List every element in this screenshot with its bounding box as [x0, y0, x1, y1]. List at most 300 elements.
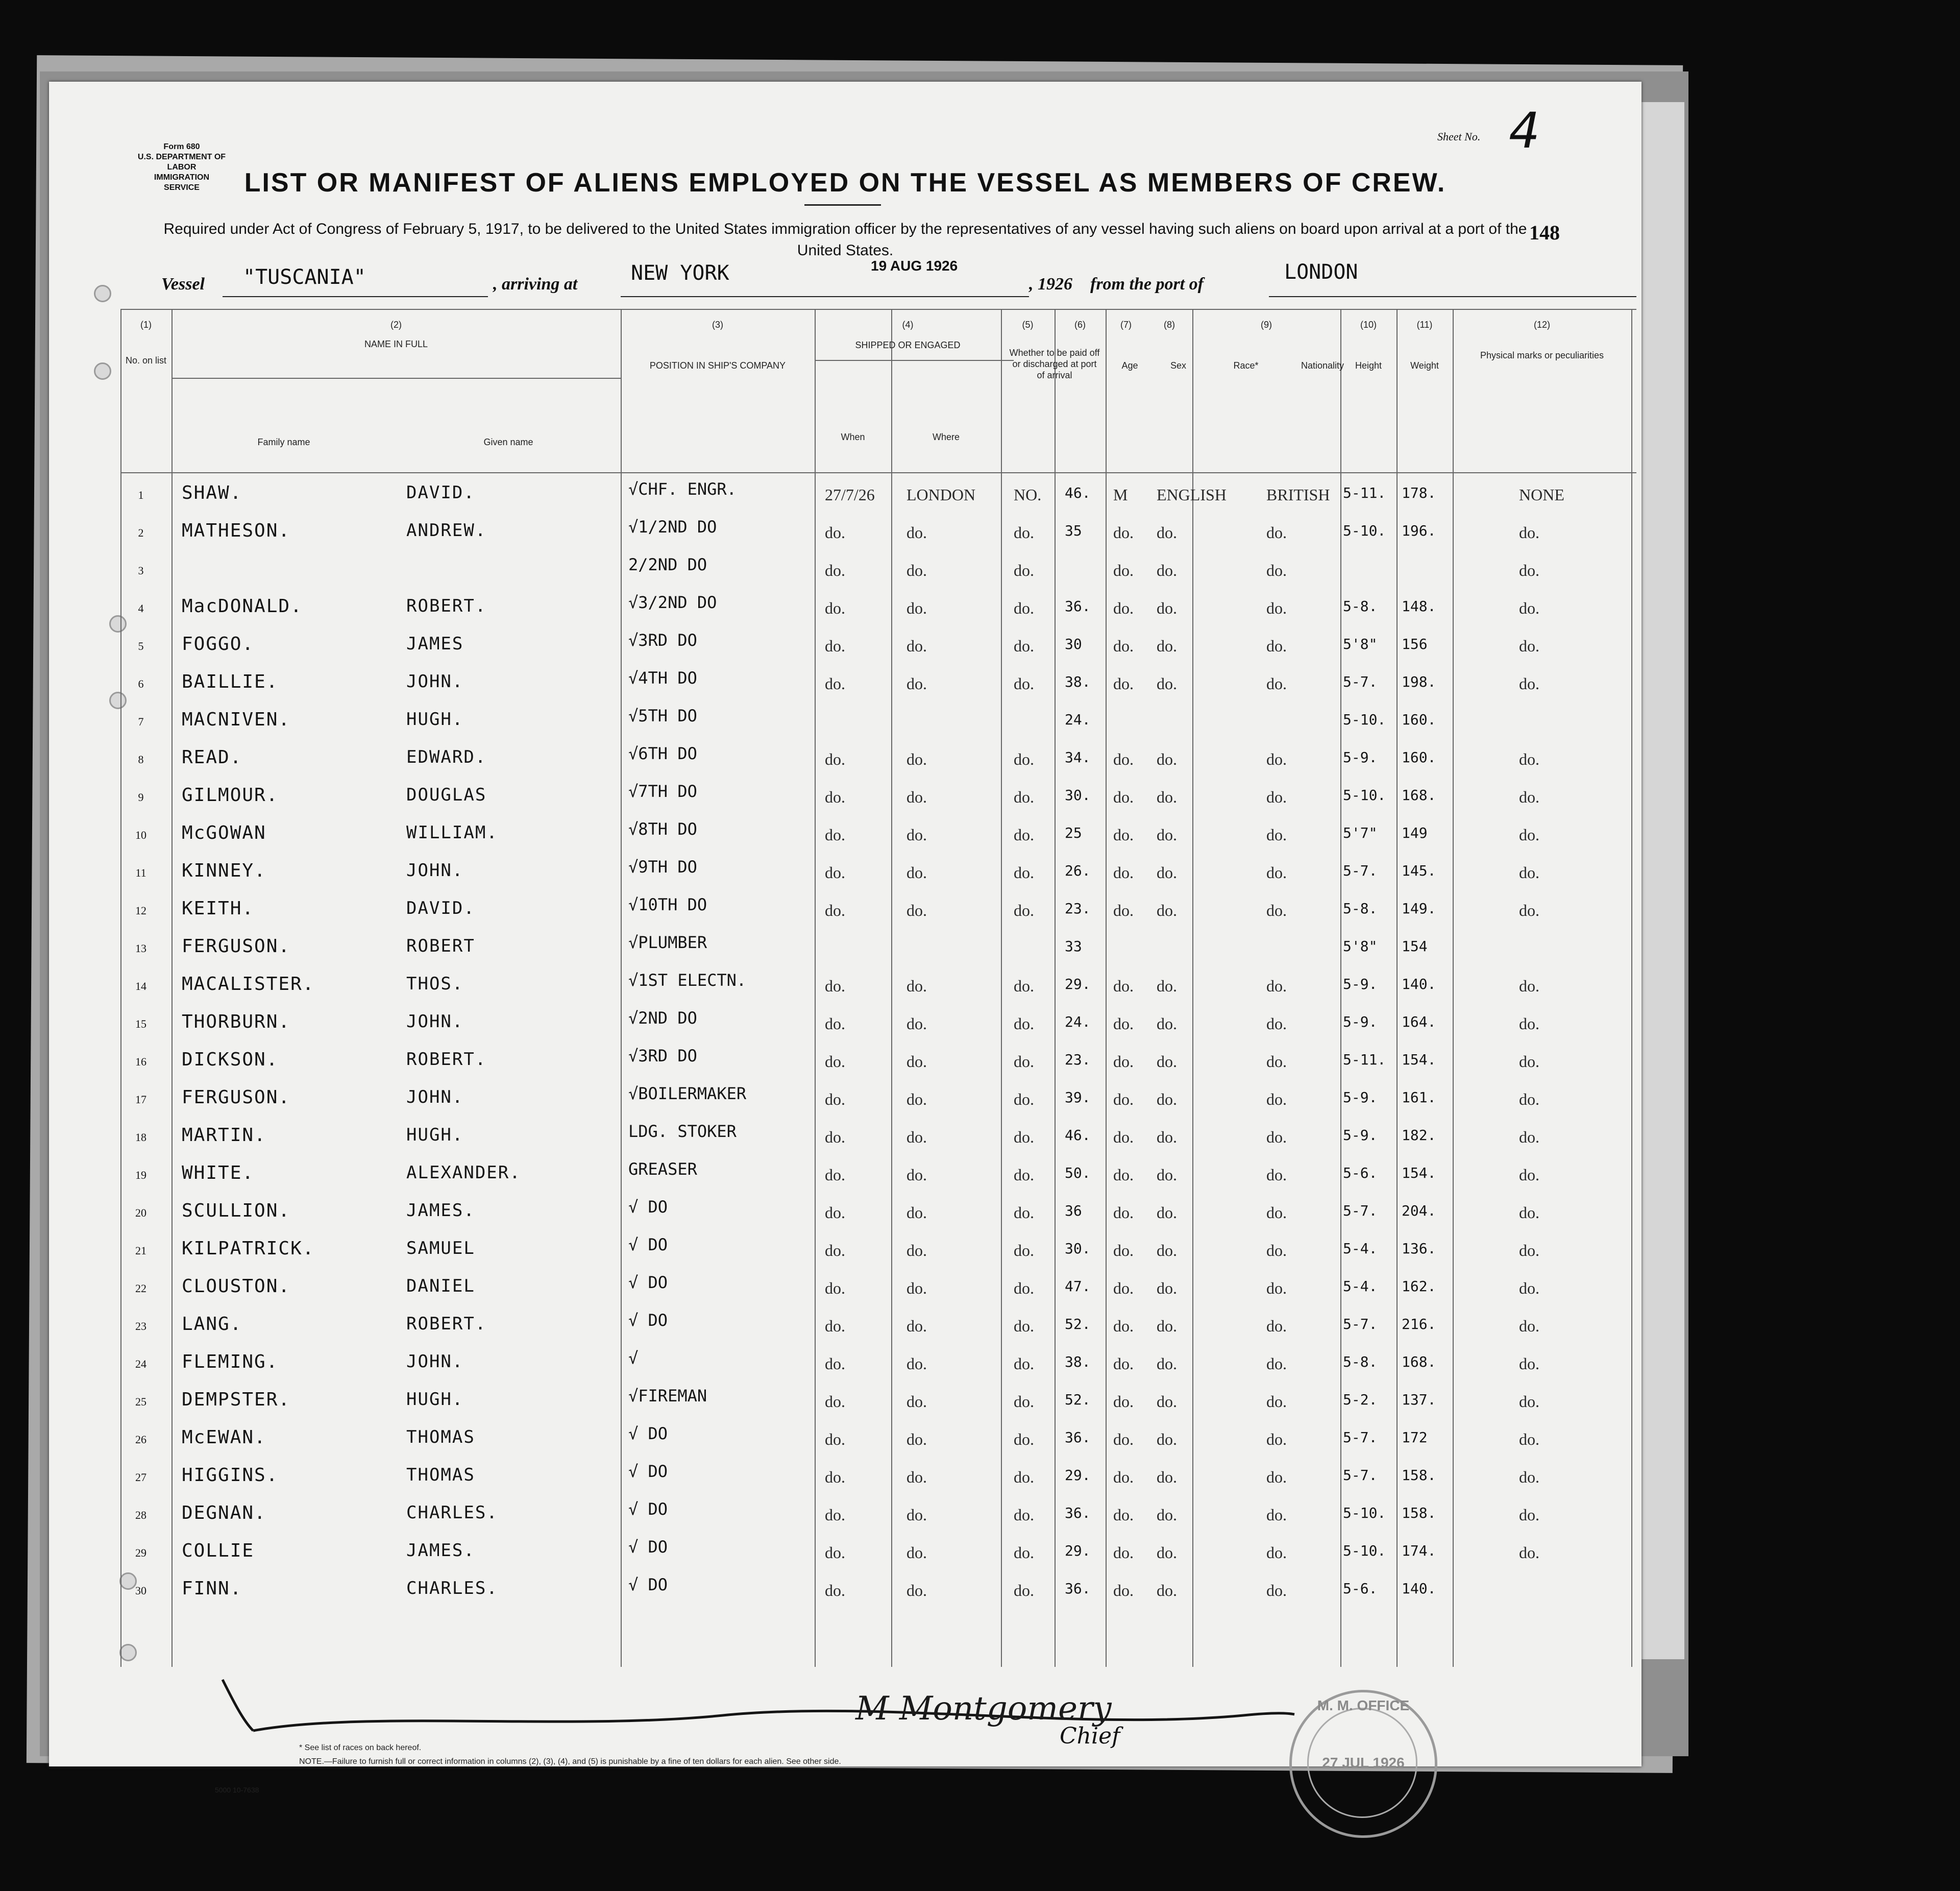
sex-cell: do.	[1113, 863, 1134, 882]
nationality-cell: do.	[1266, 1354, 1287, 1373]
col-1-number: (1)	[140, 320, 152, 330]
family-name-cell: SHAW.	[182, 482, 242, 503]
from-underline	[1269, 296, 1636, 297]
family-name-cell: MACALISTER.	[182, 974, 315, 995]
sex-cell: do.	[1113, 1392, 1134, 1411]
paid-off-cell: do.	[1014, 1506, 1034, 1524]
family-name-cell: THORBURN.	[182, 1011, 291, 1032]
ship-position-cell: 2/2ND DO	[628, 555, 707, 574]
weight-cell: 164.	[1402, 1013, 1436, 1030]
family-name-cell: McGOWAN	[182, 822, 266, 843]
shipped-where-cell: do.	[906, 1581, 927, 1599]
family-name-cell: MARTIN.	[182, 1125, 266, 1146]
header-race: Race*	[1233, 360, 1259, 371]
family-name-cell: DICKSON.	[182, 1049, 279, 1070]
weight-cell: 216.	[1402, 1316, 1436, 1332]
shipped-where-cell: do.	[906, 977, 927, 995]
shipped-where-cell: do.	[906, 599, 927, 617]
height-cell: 5-7.	[1343, 1316, 1378, 1332]
shipped-where-cell: do.	[906, 901, 927, 919]
row-number-cell: 27	[135, 1471, 146, 1484]
row-number-cell: 6	[138, 677, 144, 690]
header-nationality: Nationality	[1301, 360, 1344, 371]
row-number-cell: 18	[135, 1131, 146, 1144]
row-number-cell: 8	[138, 753, 144, 766]
height-cell: 5-8.	[1343, 900, 1378, 917]
physical-marks-cell: do.	[1519, 788, 1539, 806]
row-number-cell: 4	[138, 602, 144, 615]
given-name-cell: JOHN.	[406, 860, 464, 881]
weight-cell: 168.	[1402, 1353, 1436, 1370]
shipped-where-cell: do.	[906, 523, 927, 542]
col-8-number: (8)	[1164, 320, 1175, 330]
shipped-when-cell: do.	[825, 1392, 845, 1411]
arrival-port: NEW YORK	[631, 261, 729, 285]
shipped-where-cell: do.	[906, 1506, 927, 1524]
physical-marks-cell: do.	[1519, 1430, 1539, 1448]
table-row	[120, 817, 1636, 855]
weight-cell: 140.	[1402, 976, 1436, 992]
age-cell: 46.	[1065, 484, 1091, 501]
ship-position-cell: √ DO	[628, 1273, 668, 1292]
weight-cell: 158.	[1402, 1505, 1436, 1521]
ship-position-cell: √1/2ND DO	[628, 517, 717, 537]
paid-off-cell: NO.	[1014, 486, 1042, 504]
sex-cell: do.	[1113, 1354, 1134, 1373]
table-row	[120, 477, 1636, 515]
given-name-cell: DANIEL	[406, 1276, 475, 1296]
stamp-office: M. M. OFFICE	[1317, 1698, 1410, 1713]
race-cell: do.	[1157, 1128, 1177, 1146]
sex-cell: do.	[1113, 1241, 1134, 1259]
family-name-cell: LANG.	[182, 1314, 242, 1335]
age-cell: 36	[1065, 1202, 1082, 1219]
row-number-cell: 12	[135, 904, 146, 917]
nationality-cell: do.	[1266, 637, 1287, 655]
sex-cell: do.	[1113, 1543, 1134, 1562]
shipped-where-cell: do.	[906, 1090, 927, 1108]
nationality-cell: do.	[1266, 1090, 1287, 1108]
row-number-cell: 5	[138, 640, 144, 652]
age-cell: 36.	[1065, 1429, 1091, 1446]
weight-cell: 149	[1402, 825, 1428, 841]
header-weight: Weight	[1410, 360, 1439, 371]
family-name-cell: MacDONALD.	[182, 596, 303, 617]
height-cell: 5-9.	[1343, 749, 1378, 766]
header-when: When	[841, 432, 865, 442]
ship-position-cell: √5TH DO	[628, 706, 697, 725]
ship-position-cell: √CHF. ENGR.	[628, 479, 737, 499]
ship-position-cell: √3RD DO	[628, 631, 697, 650]
given-name-cell: HUGH.	[406, 1125, 464, 1145]
sex-cell: do.	[1113, 523, 1134, 542]
paid-off-cell: do.	[1014, 637, 1034, 655]
table-row	[120, 1044, 1636, 1082]
table-row	[120, 1157, 1636, 1195]
sex-cell: do.	[1113, 977, 1134, 995]
given-name-cell: JAMES.	[406, 1540, 475, 1561]
physical-marks-cell: do.	[1519, 1392, 1539, 1411]
age-cell: 30	[1065, 636, 1082, 652]
shipped-when-cell: do.	[825, 977, 845, 995]
table-row	[120, 893, 1636, 931]
table-row	[120, 1497, 1636, 1535]
shipped-when-cell: do.	[825, 637, 845, 655]
family-name-cell: DEGNAN.	[182, 1502, 266, 1523]
physical-marks-cell: do.	[1519, 863, 1539, 882]
sheet-number-label: Sheet No.	[1437, 130, 1481, 143]
height-cell: 5-6.	[1343, 1165, 1378, 1181]
nationality-cell: do.	[1266, 863, 1287, 882]
family-name-cell: FERGUSON.	[182, 936, 291, 957]
given-name-cell: HUGH.	[406, 1389, 464, 1410]
family-name-cell: MACNIVEN.	[182, 709, 291, 730]
height-cell: 5-8.	[1343, 1353, 1378, 1370]
paid-off-cell: do.	[1014, 523, 1034, 542]
header-paid-off: Whether to be paid off or discharged at port of arrival	[1009, 348, 1100, 380]
row-number-cell: 25	[135, 1395, 146, 1408]
physical-marks-cell: do.	[1519, 1506, 1539, 1524]
given-name-cell: ROBERT.	[406, 596, 487, 616]
physical-marks-cell: do.	[1519, 1014, 1539, 1033]
ship-position-cell: √9TH DO	[628, 857, 697, 877]
header-rule	[120, 472, 1636, 473]
shipped-when-cell: do.	[825, 1468, 845, 1486]
race-cell: do.	[1157, 863, 1177, 882]
race-cell: do.	[1157, 1090, 1177, 1108]
height-cell: 5-4.	[1343, 1278, 1378, 1295]
height-cell: 5-2.	[1343, 1391, 1378, 1408]
age-cell: 47.	[1065, 1278, 1091, 1295]
given-name-cell: DAVID.	[406, 482, 475, 503]
nationality-cell: do.	[1266, 977, 1287, 995]
shipped-when-cell: do.	[825, 599, 845, 617]
shipped-when-cell: do.	[825, 1241, 845, 1259]
header-given-name: Given name	[483, 437, 533, 447]
shipped-when-cell: do.	[825, 1354, 845, 1373]
weight-cell: 162.	[1402, 1278, 1436, 1295]
row-number-cell: 29	[135, 1546, 146, 1559]
shipped-where-cell: do.	[906, 1128, 927, 1146]
physical-marks-cell: do.	[1519, 1090, 1539, 1108]
shipped-where-cell: do.	[906, 1052, 927, 1071]
race-cell: do.	[1157, 1166, 1177, 1184]
shipped-where-cell: LONDON	[906, 486, 976, 504]
col-12-number: (12)	[1533, 320, 1550, 330]
table-row	[120, 704, 1636, 742]
nationality-cell: do.	[1266, 1241, 1287, 1259]
sex-cell: do.	[1113, 1014, 1134, 1033]
physical-marks-cell: do.	[1519, 1128, 1539, 1146]
col-11-number: (11)	[1416, 320, 1433, 330]
ship-position-cell: √ DO	[628, 1537, 668, 1557]
age-cell: 26.	[1065, 862, 1091, 879]
given-name-cell: THOMAS	[406, 1427, 475, 1447]
shipped-when-cell: do.	[825, 1166, 845, 1184]
row-number-cell: 9	[138, 791, 144, 804]
physical-marks-cell: do.	[1519, 1166, 1539, 1184]
age-cell: 36.	[1065, 598, 1091, 615]
header-name-in-full: NAME IN FULL	[364, 339, 428, 349]
header-shipped-engaged: SHIPPED OR ENGAGED	[855, 340, 961, 350]
weight-cell: 160.	[1402, 749, 1436, 766]
height-cell: 5-9.	[1343, 1127, 1378, 1144]
shipped-where-cell: do.	[906, 1430, 927, 1448]
physical-marks-cell: NONE	[1519, 486, 1564, 504]
shipped-when-cell: do.	[825, 901, 845, 919]
age-cell: 23.	[1065, 1051, 1091, 1068]
shipped-when-cell: do.	[825, 1317, 845, 1335]
nationality-cell: do.	[1266, 1317, 1287, 1335]
nationality-cell: do.	[1266, 523, 1287, 542]
table-row	[120, 515, 1636, 553]
port-underline	[621, 296, 1029, 297]
nationality-cell: do.	[1266, 1392, 1287, 1411]
shipped-where-cell: do.	[906, 1279, 927, 1297]
age-cell: 33	[1065, 938, 1082, 955]
weight-cell: 178.	[1402, 484, 1436, 501]
family-name-cell: BAILLIE.	[182, 671, 279, 692]
row-number-cell: 20	[135, 1206, 146, 1219]
row-number-cell: 19	[135, 1169, 146, 1181]
nationality-cell: do.	[1266, 1166, 1287, 1184]
shipped-when-cell: do.	[825, 1506, 845, 1524]
table-row	[120, 628, 1636, 666]
shipped-where-cell: do.	[906, 750, 927, 768]
race-cell: do.	[1157, 1581, 1177, 1599]
nationality-cell: do.	[1266, 1203, 1287, 1222]
physical-marks-cell: do.	[1519, 599, 1539, 617]
sex-cell: do.	[1113, 788, 1134, 806]
ship-position-cell: √8TH DO	[628, 819, 697, 839]
vessel-label: Vessel	[161, 275, 205, 294]
height-cell: 5-11.	[1343, 1051, 1386, 1068]
given-name-cell: JAMES	[406, 634, 464, 654]
nationality-cell: do.	[1266, 1014, 1287, 1033]
shipped-where-cell: do.	[906, 826, 927, 844]
ship-position-cell: √2ND DO	[628, 1008, 697, 1028]
height-cell: 5-7.	[1343, 673, 1378, 690]
race-cell: do.	[1157, 1468, 1177, 1486]
family-name-cell: WHITE.	[182, 1162, 255, 1183]
family-name-cell: SCULLION.	[182, 1200, 291, 1221]
family-name-cell: FINN.	[182, 1578, 242, 1599]
weight-cell: 136.	[1402, 1240, 1436, 1257]
paid-off-cell: do.	[1014, 1430, 1034, 1448]
physical-marks-cell: do.	[1519, 1543, 1539, 1562]
paid-off-cell: do.	[1014, 1166, 1034, 1184]
row-number-cell: 2	[138, 526, 144, 539]
age-cell: 29.	[1065, 976, 1091, 992]
age-cell: 39.	[1065, 1089, 1091, 1106]
page-title: LIST OR MANIFEST OF ALIENS EMPLOYED ON THE VESSEL AS MEMBERS OF CREW.	[244, 168, 1447, 198]
shipped-where-cell: do.	[906, 674, 927, 693]
given-name-cell: CHARLES.	[406, 1578, 498, 1598]
ship-position-cell: √ DO	[628, 1197, 668, 1217]
shipped-when-cell: do.	[825, 1581, 845, 1599]
physical-marks-cell: do.	[1519, 637, 1539, 655]
sex-cell: do.	[1113, 1506, 1134, 1524]
shipped-when-cell: do.	[825, 1543, 845, 1562]
row-number-cell: 16	[135, 1055, 146, 1068]
row-number-cell: 23	[135, 1320, 146, 1332]
table-row	[120, 968, 1636, 1006]
table-row	[120, 666, 1636, 704]
sex-cell: do.	[1113, 901, 1134, 919]
given-name-cell: ANDREW.	[406, 520, 487, 541]
weight-cell: 196.	[1402, 522, 1436, 539]
service-name: IMMIGRATION SERVICE	[154, 173, 210, 192]
ship-position-cell: √ DO	[628, 1575, 668, 1594]
weight-cell: 174.	[1402, 1542, 1436, 1559]
table-row	[120, 742, 1636, 780]
race-cell: do.	[1157, 977, 1177, 995]
race-cell: do.	[1157, 826, 1177, 844]
weight-cell: 149.	[1402, 900, 1436, 917]
given-name-cell: DAVID.	[406, 898, 475, 918]
row-number-cell: 15	[135, 1017, 146, 1030]
race-cell: do.	[1157, 1354, 1177, 1373]
vessel-underline	[223, 296, 488, 297]
row-number-cell: 21	[135, 1244, 146, 1257]
arriving-label: , arriving at	[493, 275, 578, 294]
given-name-cell: JOHN.	[406, 1351, 464, 1372]
paid-off-cell: do.	[1014, 1203, 1034, 1222]
paid-off-cell: do.	[1014, 561, 1034, 579]
sex-cell: do.	[1113, 750, 1134, 768]
row-number-cell: 3	[138, 564, 144, 577]
family-name-cell: GILMOUR.	[182, 785, 279, 806]
height-cell: 5-8.	[1343, 598, 1378, 615]
weight-cell: 182.	[1402, 1127, 1436, 1144]
nationality-cell: do.	[1266, 1468, 1287, 1486]
race-cell: do.	[1157, 1279, 1177, 1297]
paid-off-cell: do.	[1014, 977, 1034, 995]
header-physical-marks: Physical marks or peculiarities	[1480, 350, 1604, 360]
given-name-cell: ALEXANDER.	[406, 1162, 521, 1183]
shipped-when-cell: do.	[825, 826, 845, 844]
weight-cell: 158.	[1402, 1467, 1436, 1484]
ship-position-cell: √	[628, 1348, 639, 1368]
height-cell: 5'7"	[1343, 825, 1378, 841]
family-name-cell: READ.	[182, 747, 242, 768]
table-row	[120, 591, 1636, 628]
title-rule	[804, 204, 881, 206]
family-name-cell: McEWAN.	[182, 1427, 266, 1448]
table-row	[120, 1346, 1636, 1384]
family-name-cell: HIGGINS.	[182, 1465, 279, 1486]
given-name-cell: JOHN.	[406, 1011, 464, 1032]
family-name-cell: FLEMING.	[182, 1351, 279, 1372]
ship-position-cell: √6TH DO	[628, 744, 697, 763]
sex-cell: do.	[1113, 1279, 1134, 1297]
height-cell: 5'8"	[1343, 636, 1378, 652]
race-cell: do.	[1157, 1203, 1177, 1222]
paid-off-cell: do.	[1014, 788, 1034, 806]
race-cell: ENGLISH	[1157, 486, 1227, 504]
table-row	[120, 1535, 1636, 1573]
nationality-cell: do.	[1266, 1279, 1287, 1297]
paid-off-cell: do.	[1014, 1090, 1034, 1108]
officer-rank: Chief	[1060, 1723, 1120, 1749]
table-row	[120, 1460, 1636, 1497]
col-10-number: (10)	[1360, 320, 1377, 330]
race-cell: do.	[1157, 1543, 1177, 1562]
given-name-cell: ROBERT	[406, 936, 475, 956]
weight-cell: 140.	[1402, 1580, 1436, 1597]
given-name-cell: JOHN.	[406, 671, 464, 692]
paid-off-cell: do.	[1014, 1354, 1034, 1373]
row-number-cell: 24	[135, 1357, 146, 1370]
height-cell: 5-10.	[1343, 1542, 1386, 1559]
weight-cell: 156	[1402, 636, 1428, 652]
height-cell: 5-9.	[1343, 976, 1378, 992]
row-number-cell: 28	[135, 1509, 146, 1521]
officer-signature: M Montgomery	[855, 1690, 1112, 1728]
departure-port: LONDON	[1284, 260, 1358, 284]
race-cell: do.	[1157, 637, 1177, 655]
paid-off-cell: do.	[1014, 599, 1034, 617]
age-cell: 35	[1065, 522, 1082, 539]
paid-off-cell: do.	[1014, 1317, 1034, 1335]
sex-cell: M	[1113, 486, 1128, 504]
race-cell: do.	[1157, 1392, 1177, 1411]
weight-cell: 168.	[1402, 787, 1436, 804]
race-cell: do.	[1157, 1052, 1177, 1071]
weight-cell: 161.	[1402, 1089, 1436, 1106]
age-cell: 50.	[1065, 1165, 1091, 1181]
given-name-cell: THOS.	[406, 974, 464, 994]
penalty-note: NOTE.—Failure to furnish full or correct information in columns (2), (3), (4), and (5) is punishable by a fine of ten dollars for each alien. See other side.	[299, 1757, 841, 1766]
age-cell: 24.	[1065, 711, 1091, 728]
row-number-cell: 13	[135, 942, 146, 955]
manifest-code: 148	[1529, 221, 1560, 244]
crew-table	[120, 309, 1636, 1667]
age-cell: 52.	[1065, 1316, 1091, 1332]
physical-marks-cell: do.	[1519, 1241, 1539, 1259]
ship-position-cell: √3/2ND DO	[628, 593, 717, 612]
age-cell: 52.	[1065, 1391, 1091, 1408]
row-number-cell: 1	[138, 489, 144, 501]
shipped-when-cell: do.	[825, 1279, 845, 1297]
weight-cell: 145.	[1402, 862, 1436, 879]
header-sex: Sex	[1170, 360, 1187, 371]
nationality-cell: do.	[1266, 1581, 1287, 1599]
age-cell: 36.	[1065, 1580, 1091, 1597]
age-cell: 24.	[1065, 1013, 1091, 1030]
table-row	[120, 1082, 1636, 1120]
given-name-cell: ROBERT.	[406, 1314, 487, 1334]
given-name-cell: JOHN.	[406, 1087, 464, 1107]
family-name-cell: CLOUSTON.	[182, 1276, 291, 1297]
race-cell: do.	[1157, 1506, 1177, 1524]
family-name-cell: KILPATRICK.	[182, 1238, 315, 1259]
nationality-cell: do.	[1266, 1543, 1287, 1562]
table-row	[120, 780, 1636, 817]
table-row	[120, 553, 1636, 591]
age-cell: 25	[1065, 825, 1082, 841]
sex-cell: do.	[1113, 674, 1134, 693]
ship-position-cell: √ DO	[628, 1235, 668, 1254]
header-family-name: Family name	[257, 437, 310, 447]
ship-position-cell: √7TH DO	[628, 782, 697, 801]
paid-off-cell: do.	[1014, 1128, 1034, 1146]
row-number-cell: 22	[135, 1282, 146, 1295]
given-name-cell: WILLIAM.	[406, 822, 498, 843]
given-name-cell: ROBERT.	[406, 1049, 487, 1070]
shipped-where-cell: do.	[906, 561, 927, 579]
race-cell: do.	[1157, 1014, 1177, 1033]
